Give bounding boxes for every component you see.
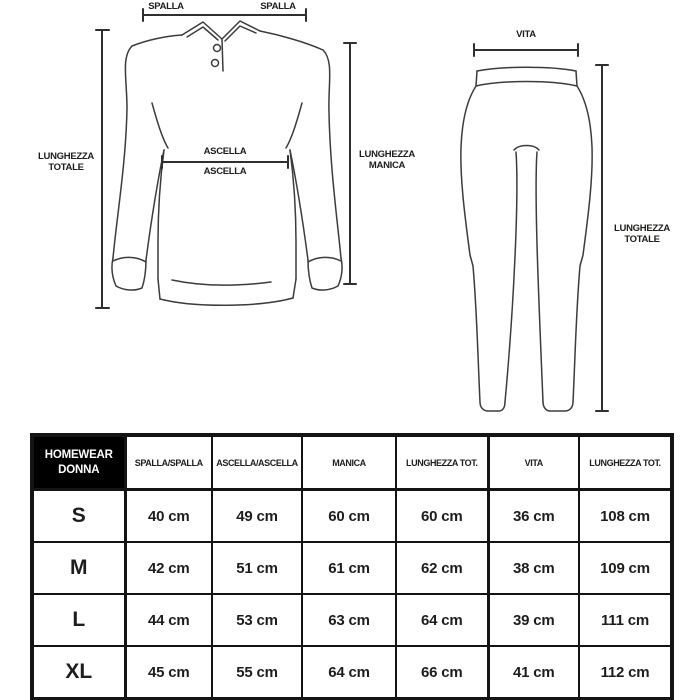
size-row-l bbox=[32, 594, 672, 646]
col-header-ascella: ASCELLA/ASCELLA bbox=[212, 435, 302, 490]
value-cell: 44 cm bbox=[125, 594, 212, 646]
value-cell: 112 cm bbox=[579, 646, 672, 699]
value-cell: 63 cm bbox=[302, 594, 396, 646]
ascella-lower-label: ASCELLA bbox=[203, 166, 247, 177]
vita-measure-line bbox=[474, 44, 578, 56]
spalla-right-label: SPALLA bbox=[260, 1, 296, 12]
col-header-lunghezza-top: LUNGHEZZA TOT. bbox=[396, 435, 488, 490]
value-cell: 60 cm bbox=[302, 490, 396, 543]
value-cell: 62 cm bbox=[396, 542, 488, 594]
col-header-spalla: SPALLA/SPALLA bbox=[125, 435, 212, 490]
col-header-manica: MANICA bbox=[302, 435, 396, 490]
sleeve-length-label: LUNGHEZZA MANICA bbox=[359, 149, 415, 172]
value-cell: 40 cm bbox=[125, 490, 212, 543]
size-table bbox=[30, 433, 674, 700]
size-label: S bbox=[32, 490, 125, 543]
sweater-total-length-label: LUNGHEZZA TOTALE bbox=[38, 151, 94, 174]
value-cell: 108 cm bbox=[579, 490, 672, 543]
sweater-drawing bbox=[112, 21, 342, 305]
col-header-vita: VITA bbox=[488, 435, 579, 490]
value-cell: 41 cm bbox=[488, 646, 579, 699]
spalla-left-label: SPALLA bbox=[148, 1, 184, 12]
value-cell: 39 cm bbox=[488, 594, 579, 646]
ascella-upper-label: ASCELLA bbox=[203, 146, 247, 157]
pants-total-length-label: LUNGHEZZA TOTALE bbox=[614, 223, 670, 246]
size-label: L bbox=[32, 594, 125, 646]
size-label: XL bbox=[32, 646, 125, 699]
value-cell: 64 cm bbox=[302, 646, 396, 699]
value-cell: 42 cm bbox=[125, 542, 212, 594]
value-cell: 60 cm bbox=[396, 490, 488, 543]
vita-label: VITA bbox=[516, 29, 536, 40]
value-cell: 36 cm bbox=[488, 490, 579, 543]
table-title-cell: HOMEWEAR DONNA bbox=[32, 435, 125, 490]
measurement-lines bbox=[96, 9, 608, 411]
size-row-m bbox=[32, 542, 672, 594]
size-row-s bbox=[32, 490, 672, 543]
size-label: M bbox=[32, 542, 125, 594]
value-cell: 66 cm bbox=[396, 646, 488, 699]
value-cell: 64 cm bbox=[396, 594, 488, 646]
pants-drawing bbox=[461, 67, 592, 411]
header-row bbox=[32, 435, 672, 490]
value-cell: 111 cm bbox=[579, 594, 672, 646]
value-cell: 55 cm bbox=[212, 646, 302, 699]
value-cell: 51 cm bbox=[212, 542, 302, 594]
col-header-lunghezza-pants: LUNGHEZZA TOT. bbox=[579, 435, 672, 490]
value-cell: 109 cm bbox=[579, 542, 672, 594]
size-row-xl bbox=[32, 646, 672, 699]
value-cell: 61 cm bbox=[302, 542, 396, 594]
value-cell: 45 cm bbox=[125, 646, 212, 699]
value-cell: 49 cm bbox=[212, 490, 302, 543]
value-cell: 38 cm bbox=[488, 542, 579, 594]
value-cell: 53 cm bbox=[212, 594, 302, 646]
